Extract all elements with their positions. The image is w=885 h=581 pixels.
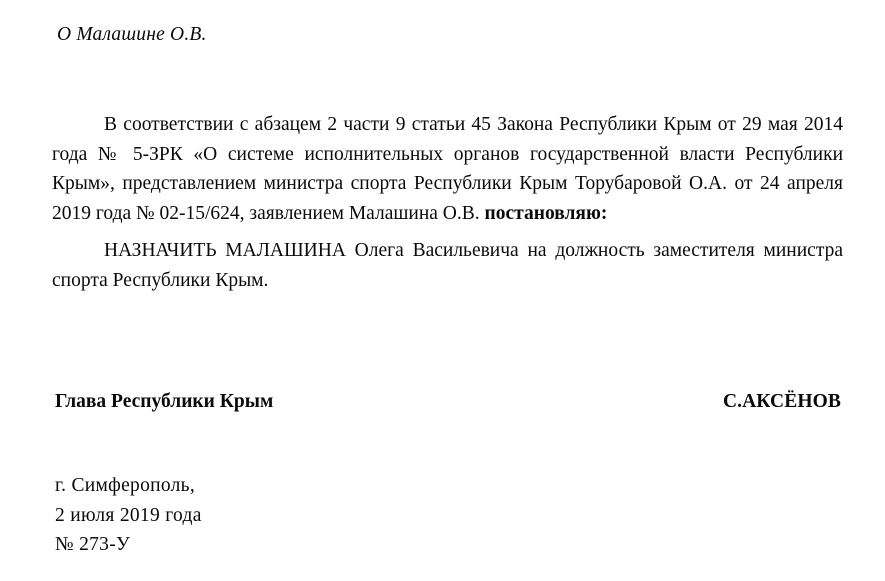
signatory-name: С.АКСЁНОВ bbox=[722, 391, 841, 412]
paragraph-appointment bbox=[52, 236, 843, 295]
document-footer bbox=[55, 471, 202, 560]
paragraph-run-emphasis: постановляю: bbox=[484, 202, 608, 224]
document-subject: О Малашине О.В. bbox=[57, 24, 207, 45]
footer-number: № 273-У bbox=[55, 534, 131, 556]
footer-place: г. Симферополь, bbox=[55, 475, 196, 496]
paragraph-legal-basis bbox=[52, 110, 843, 228]
footer-date: 2 июля 2019 года bbox=[55, 504, 202, 526]
document-body bbox=[52, 110, 843, 296]
signatory-title: Глава Республики Крым bbox=[55, 391, 274, 412]
paragraph-run-text: В соответствии с абзацем 2 части 9 статьи 45 Закона Республики Крым от 29 мая 2014 года № 5-ЗРК «О системе исполнительных органов государственной власти Республики Крым», представлением министра спорта Республики Крым Торубаровой О.А. от 24 апреля 2019 года № 02-15/624, заявлением Малашина О.В. bbox=[52, 114, 843, 224]
signature-block bbox=[55, 389, 841, 415]
paragraph-run-text: НАЗНАЧИТЬ МАЛАШИНА Олега Васильевича на должность заместителя министра спорта Республики Крым. bbox=[52, 240, 843, 291]
